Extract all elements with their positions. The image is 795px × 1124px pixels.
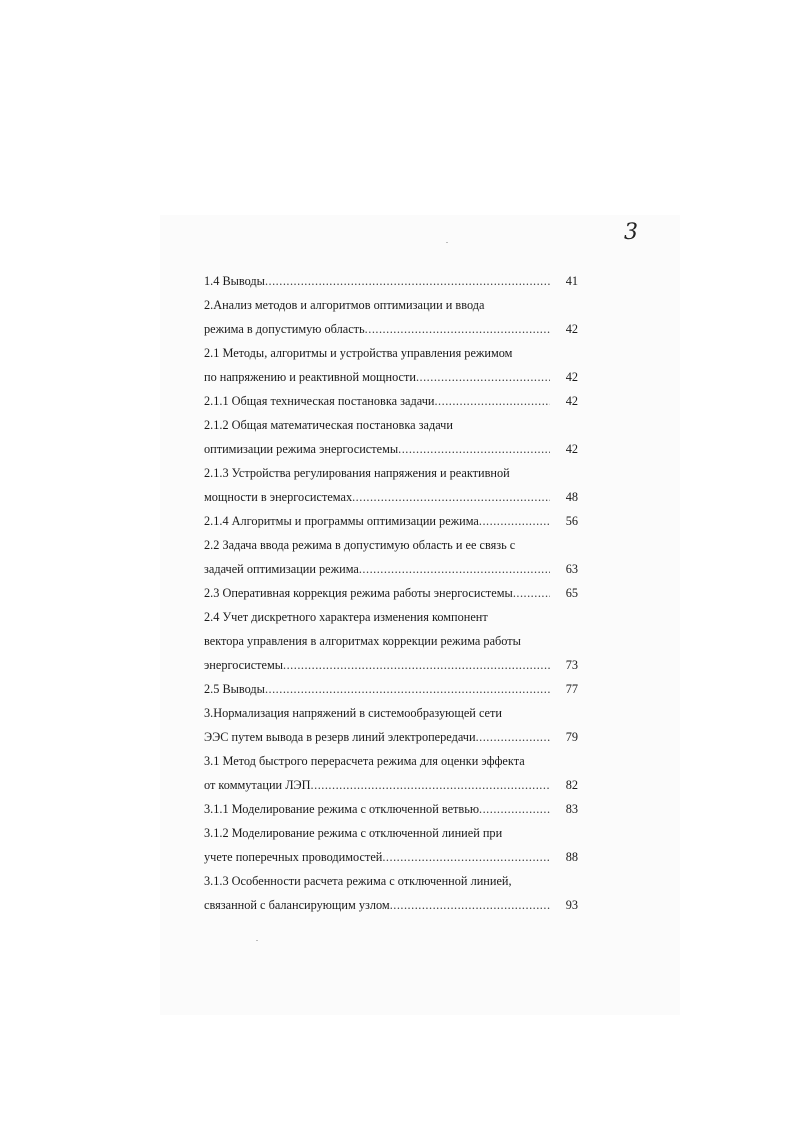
toc-line bbox=[204, 606, 578, 628]
toc-entry-last-line bbox=[204, 582, 550, 604]
toc-page-number: 42 bbox=[565, 442, 578, 456]
toc-page-number: 56 bbox=[565, 514, 578, 528]
scan-speck bbox=[256, 940, 258, 941]
toc-entry-text: задачей оптимизации режима bbox=[204, 562, 359, 576]
toc-line bbox=[204, 438, 578, 460]
toc-entry-text: вектора управления в алгоритмах коррекции режима работы bbox=[204, 634, 521, 648]
toc-page-number: 73 bbox=[565, 658, 578, 672]
toc-line bbox=[204, 630, 578, 652]
toc-entry-last-line bbox=[204, 846, 550, 868]
toc-entry-last-line bbox=[204, 318, 550, 340]
toc-entry-text: по напряжению и реактивной мощности bbox=[204, 370, 416, 384]
dot-leader bbox=[434, 390, 550, 412]
toc-line bbox=[204, 294, 578, 316]
toc-entry-text: 2.3 Оперативная коррекция режима работы энергосистемы bbox=[204, 586, 513, 600]
toc-entry-text: мощности в энергосистемах bbox=[204, 490, 353, 504]
toc-entry-last-line bbox=[204, 894, 550, 916]
toc-line bbox=[204, 342, 578, 364]
scan-speck bbox=[446, 242, 448, 243]
dot-leader bbox=[416, 366, 550, 388]
toc-entry-text: 3.1 Метод быстрого перерасчета режима для оценки эффекта bbox=[204, 754, 525, 768]
toc-page-number: 77 bbox=[565, 682, 578, 696]
dot-leader bbox=[476, 726, 550, 748]
toc-entry-last-line bbox=[204, 774, 550, 796]
toc-entry-last-line bbox=[204, 510, 550, 532]
toc-entry-last-line bbox=[204, 726, 550, 748]
toc-page-number: 41 bbox=[565, 274, 578, 288]
toc-entry-text: 2.1.3 Устройства регулирования напряжения и реактивной bbox=[204, 466, 510, 480]
dot-leader bbox=[365, 318, 550, 340]
toc-entry-last-line bbox=[204, 654, 550, 676]
toc-page-number: 42 bbox=[565, 322, 578, 336]
toc-entry-text: связанной с балансирующим узлом bbox=[204, 898, 390, 912]
dot-leader bbox=[265, 270, 550, 292]
dot-leader bbox=[479, 510, 550, 532]
toc-entry-text: учете поперечных проводимостей bbox=[204, 850, 383, 864]
toc-line bbox=[204, 750, 578, 772]
toc-line bbox=[204, 726, 578, 748]
toc-line bbox=[204, 822, 578, 844]
dot-leader bbox=[359, 558, 550, 580]
toc-page-number: 88 bbox=[565, 850, 578, 864]
toc-entry-text: энергосистемы bbox=[204, 658, 284, 672]
toc-line bbox=[204, 846, 578, 868]
toc-entry-text: оптимизации режима энергосистемы bbox=[204, 442, 399, 456]
toc-entry-text: 2.1.1 Общая техническая постановка задачи bbox=[204, 394, 435, 408]
toc-entry-text: ЭЭС путем вывода в резерв линий электропередачи bbox=[204, 730, 476, 744]
toc-line bbox=[204, 582, 578, 604]
toc-line bbox=[204, 414, 578, 436]
toc-entry-text: 3.Нормализация напряжений в системообразующей сети bbox=[204, 706, 502, 720]
toc-entry-last-line bbox=[204, 486, 550, 508]
toc-entry-text: 3.1.1 Моделирование режима с отключенной ветвью bbox=[204, 802, 480, 816]
toc-line bbox=[204, 894, 578, 916]
toc-page-number: 93 bbox=[565, 898, 578, 912]
toc-line bbox=[204, 270, 578, 292]
toc-page-number: 82 bbox=[565, 778, 578, 792]
toc-entry-last-line bbox=[204, 366, 550, 388]
toc-line bbox=[204, 318, 578, 340]
toc-line bbox=[204, 486, 578, 508]
toc-entry-text: 2.1.4 Алгоритмы и программы оптимизации режима bbox=[204, 514, 479, 528]
toc-entry-text: 2.1 Методы, алгоритмы и устройства управления режимом bbox=[204, 346, 513, 360]
toc-entry-last-line bbox=[204, 678, 550, 700]
toc-page-number: 65 bbox=[565, 586, 578, 600]
toc-entry-text: 1.4 Выводы bbox=[204, 274, 265, 288]
dot-leader bbox=[513, 582, 550, 604]
toc-page-number: 42 bbox=[565, 370, 578, 384]
toc-page-number: 63 bbox=[565, 562, 578, 576]
toc-line bbox=[204, 774, 578, 796]
toc-entry-text: режима в допустимую область bbox=[204, 322, 365, 336]
dot-leader bbox=[283, 654, 550, 676]
toc-line bbox=[204, 366, 578, 388]
toc-entry-last-line bbox=[204, 438, 550, 460]
toc-entry-last-line bbox=[204, 390, 550, 412]
toc-page-number: 83 bbox=[565, 802, 578, 816]
toc-line bbox=[204, 870, 578, 892]
toc-entry-text: 3.1.3 Особенности расчета режима с отключенной линией, bbox=[204, 874, 512, 888]
toc-entry-last-line bbox=[204, 270, 550, 292]
toc-page-number: 42 bbox=[565, 394, 578, 408]
dot-leader bbox=[479, 798, 550, 820]
toc-line bbox=[204, 390, 578, 412]
toc-line bbox=[204, 654, 578, 676]
toc-page-number: 48 bbox=[565, 490, 578, 504]
toc-entry-text: от коммутации ЛЭП bbox=[204, 778, 311, 792]
toc-entry-text: 2.5 Выводы bbox=[204, 682, 265, 696]
toc-line bbox=[204, 702, 578, 724]
toc-line bbox=[204, 510, 578, 532]
toc-line bbox=[204, 558, 578, 580]
toc-page-number: 79 bbox=[565, 730, 578, 744]
dot-leader bbox=[265, 678, 550, 700]
toc-line bbox=[204, 534, 578, 556]
toc-line bbox=[204, 798, 578, 820]
dot-leader bbox=[398, 438, 550, 460]
toc-entry-text: 2.2 Задача ввода режима в допустимую область и ее связь с bbox=[204, 538, 516, 552]
toc-entry-text: 3.1.2 Моделирование режима с отключенной линией при bbox=[204, 826, 503, 840]
page-number: 3 bbox=[624, 220, 638, 245]
toc-entry-text: 2.4 Учет дискретного характера изменения компонент bbox=[204, 610, 488, 624]
dot-leader bbox=[390, 894, 550, 916]
toc-entry-last-line bbox=[204, 798, 550, 820]
toc-line bbox=[204, 678, 578, 700]
dot-leader bbox=[352, 486, 550, 508]
toc-entry-text: 2.1.2 Общая математическая постановка задачи bbox=[204, 418, 453, 432]
toc-line bbox=[204, 462, 578, 484]
dot-leader bbox=[382, 846, 550, 868]
dot-leader bbox=[311, 774, 550, 796]
toc-entry-last-line bbox=[204, 558, 550, 580]
toc-entry-text: 2.Анализ методов и алгоритмов оптимизации и ввода bbox=[204, 298, 485, 312]
